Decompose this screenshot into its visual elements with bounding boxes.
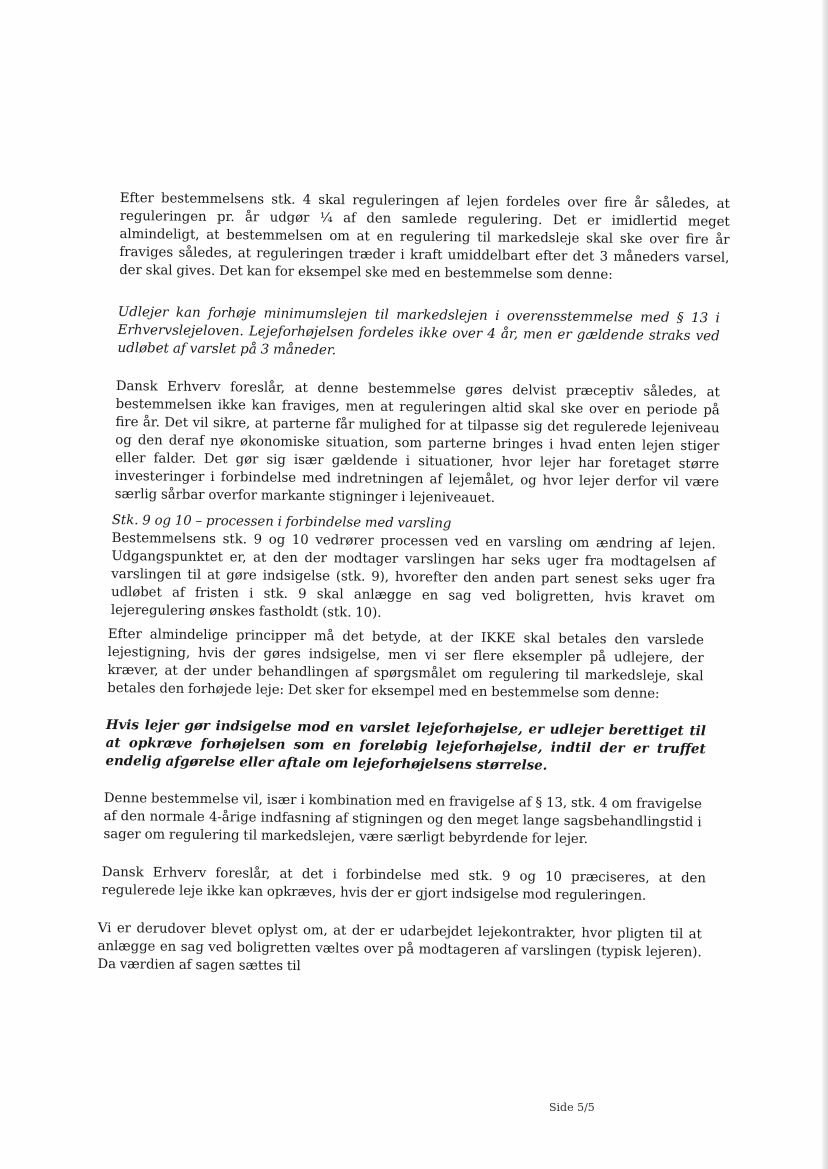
paragraph-dansk-erhverv-proposal-2: Dansk Erhverv foreslår, at det i forbindelse med stk. 9 og 10 præciseres, at den regulerede leje ikke kan opkræves, hvis der er gjort indsigelse mod reguleringen. bbox=[101, 864, 706, 904]
paragraph-notification-process: Bestemmelsens stk. 9 og 10 vedrører processen ved en varsling om ændring af lejen. Udgangspunktet er, at den der modtager varslingen har seks uger fra modtagelsen af varslingen til at gøre indsigelse (stk. 9), hvorefter den anden part senest seks uger fra udløbet af fristen i stk. 9 skal anlægge en sag ved boligretten, hvis kravet om lejeregulering ønskes fastholdt (stk. 10). bbox=[110, 530, 716, 621]
paragraph-lease-contracts: Vi er derudover blevet oplyst om, at der er udarbejdet lejekontrakter, hvor pligten til at anlægge en sag ved boligretten væltes over på modtageren af varslingen (typisk lejeren). Da værdien af sagen sættes til bbox=[97, 920, 702, 975]
paragraph-dansk-erhverv-proposal-1: Dansk Erhverv foreslår, at denne bestemmelse gøres delvist præceptiv således, at bestemmelsen ikke kan fraviges, men at reguleringen altid skal ske over en periode på fire år. Det vil sikre, at parterne får mulighed for at tilpasse sig det regulerede lejeniveau og den deraf nye økonomiske situation, som parterne bringes i hvad enten lejen stiger eller falder. Det gør sig især gældende i situationer, hvor lejer har foretaget større investeringer i forbindelse med indretningen af lejemålet, og hvor lejer derfor vil være særlig sårbar overfor markante stigninger i lejeniveauet. bbox=[114, 378, 720, 506]
page-number: Side 5/5 bbox=[549, 1101, 595, 1114]
paragraph-general-principles: Efter almindelige principper må det betyde, at der IKKE skal betales den varslede lejestigning, hvis der gøres indsigelse, men vi ser flere eksempler på udlejere, der kræver, at der under behandlingen af spørgsmålet om regulering til markedsleje, skal betales den forhøjede leje: Det sker for eksempel med en bestemmelse som denne: bbox=[107, 626, 704, 702]
section-stk-9-10 bbox=[111, 512, 716, 626]
section-heading: Stk. 9 og 10 – processen i forbindelse med varsling bbox=[111, 512, 452, 532]
paragraph-burden-on-tenant: Denne bestemmelse vil, især i kombination med en fravigelse af § 13, stk. 4 om fravigelse af den normale 4-årige indfasning af stigningen og den meget lange sagsbehandlingstid i sager om regulering til markedslejen, være særligt bebyrdende for lejer. bbox=[103, 790, 702, 848]
quote-clause-minimum-rent: Udlejer kan forhøje minimumslejen til markedslejen i overensstemmelse med § 13 i Erhvervslejeloven. Lejeforhøjelsen fordeles ikke over 4 år, men er gældende straks ved udløbet af varslet på 3 måneder. bbox=[117, 304, 720, 359]
scan-edge-shadow bbox=[822, 0, 828, 1169]
paragraph-regulation-four-years: Efter bestemmelsens stk. 4 skal reguleringen af lejen fordeles over fire år således, at reguleringen pr. år udgør ¼ af den samlede regulering. Det er imidlertid meget almindeligt, at bestemmelsen om at en regulering til markedsleje skal ske over fire år fraviges således, at reguleringen træder i kraft umiddelbart efter det 3 måneders varsel, der skal gives. Det kan for eksempel ske med en bestemmelse som denne: bbox=[119, 190, 730, 283]
quote-clause-objection: Hvis lejer gør indsigelse mod en varslet lejeforhøjelse, er udlejer berettiget til at opkræve forhøjelsen som en foreløbig lejeforhøjelse, indtil der er truffet endelig afgørelse eller aftale om lejeforhøjelsens størrelse. bbox=[105, 716, 706, 774]
